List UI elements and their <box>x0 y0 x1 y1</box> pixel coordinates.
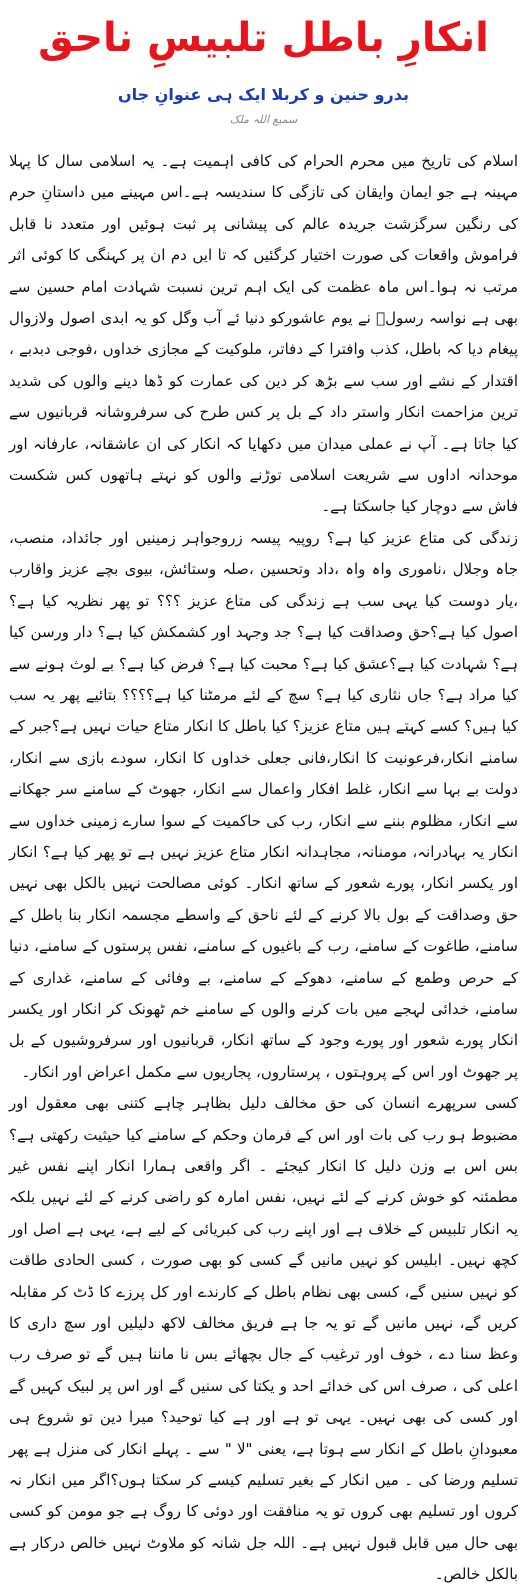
article-title: انکارِ باطل تلبیسِ ناحق <box>38 15 489 61</box>
article-body <box>9 146 518 1591</box>
paragraph-3: کسی سرپھرے انسان کی حق مخالف دلیل بظاہر چاہے کتنی بھی معقول اور مضبوط ہو رب کی بات اور اس کے فرمان وحکم کے سامنے کیا حیثیت رکھتی ہے؟ بس اس بے وزن دلیل کا انکار کیجئے ۔ اگر واقعی ہمارا انکار اپنے نفس غیر مطمئنہ کو خوش کرنے کے لئے نہیں، نفس امارہ کو راضی کرنے کے لئے نہیں بلکہ یہ انکار تلبیس کے خلاف ہے اور اپنے رب کی کبریائی کے لیے ہے، یہی ہے اصل اور کچھ نہیں۔ ابلیس کو نہیں مانیں گے کسی کو بھی صورت ، کسی الحادی طاقت کو نہیں سنیں گے، کسی بھی نظام باطل کے کارندے اور کل پرزے کا ڈٹ کر مقابلہ کریں گے، نہیں مانیں گے تو یہ جا ہے فریق مخالف لاکھ دلیلیں اور سچ داری کا وعظ سنا دے ، خوف اور ترغیب کے جال بچھائے بس نا ماننا ہیں گے تو صرف رب اعلی کی ، صرف اس کی خدائے احد و یکتا کی سنیں گے اور اس پر لبیک کہیں گے اور کسی کی بھی نہیں۔ یہی تو ہے اور ہے کیا توحید؟ میرا دین تو شروع ہی معبودانِ باطل کے انکار سے ہوتا ہے، یعنی "لا " سے ۔ پہلے انکار کی منزل ہے پھر تسلیم ورضا کی ۔ میں انکار کے بغیر تسلیم کیسے کر سکتا ہوں؟اگر میں انکار نہ کروں اور تسلیم بھی کروں تو یہ منافقت اور دوئی کا روگ ہے جو مومن کو کسی بھی حال میں قابل قبول نہیں ہے۔ اللہ جل شانہ کو ملاوٹ نہیں خالص درکار ہے بالکل خالص۔ <box>9 1094 518 1584</box>
paragraph-2: زندگی کی متاع عزیز کیا ہے؟ روپیہ پیسہ زروجواہر زمینیں اور جائداد، منصب، جاہ وجلال ،ناموری واہ واہ ،داد وتحسین ،صلہ وستائش، بیوی بچے عزیز واقارب ،یار دوست کیا یہی سب ہے زندگی کی متاع عزیز ؟؟؟ تو پھر نظریہ کیا ہے؟ اصول کیا ہے؟حق وصداقت کیا ہے؟ جد وجہد اور کشمکش کیا ہے؟ دار ورسن کیا ہے؟ شہادت کیا ہے؟عشق کیا ہے؟ محبت کیا ہے؟ فرض کیا ہے؟ بے لوث ہونے سے کیا مراد ہے؟ جاں نثاری کیا ہے؟ سچ کے لئے مرمٹنا کیا ہے؟؟؟؟ بتائیے پھر یہ سب کیا ہیں؟ کسے کہتے ہیں متاع عزیز؟ کیا باطل کا انکار متاع حیات نہیں ہے؟جبر کے سامنے انکار،فرعونیت کا انکار،فانی جعلی خداوں کا انکار، سودے بازی سے انکار، دولت بے بہا سے انکار، غلط افکار واعمال سے انکار، جھوٹ کے سامنے سر جھکانے سے انکار، مظلوم بننے سے انکار، رب کی حاکمیت کے سوا سارے زمینی خداوں سے انکار یہ بہادرانہ، مومنانہ، مجاہدانہ انکار متاع عزیز نہیں ہے تو پھر کیا ہے؟ انکار اور یکسر انکار، پورے شعور کے ساتھ انکار۔ کوئی مصالحت نہیں بالکل بھی نہیں حق وصداقت کے بول بالا کرنے کے لئے ناحق کے واسطے مجسمہ انکار بنا باطل کے سامنے، طاغوت کے سامنے، رب کے باغیوں کے سامنے، نفس پرستوں کے سامنے، دنیا کے حرص وطمع کے سامنے، دھوکے کے سامنے، بے وفائی کے سامنے، غداری کے سامنے، خدائی لہجے میں بات کرنے والوں کے سامنے خم ٹھونک کر انکار اور یکسر انکار پورے شعور اور پورے وجود کے ساتھ انکار، قربانیوں اور سرفروشیوں کے بل پر جھوٹ اور اس کے پروہتوں ، پرستاروں، پجاریوں سے مکمل اعراض اور انکار۔ <box>9 528 518 1081</box>
author-signature: سمیع اللہ ملک <box>229 113 298 126</box>
article-subtitle: بدرو حنین و کربلا ایک ہی عنوانِ جاں <box>117 85 409 104</box>
paragraph-1: اسلام کی تاریخ میں محرم الحرام کی کافی اہمیت ہے۔ یہ اسلامی سال کا پہلا مہینہ ہے جو ایمان وایقان کی تازگی کا سندیسہ ہے۔اس مہینے میں داستانِ حرم کی رنگین سرگزشت جریدہ عالم کی پیشانی پر ثبت ہوئیں اور متعدد نا قابل فراموش واقعات کی صورت اختیار کرگئیں کہ تا ایں دم ان پر کہنگی کا کوئی اثر مرتب نہ ہوا۔اس ماہ عظمت کی ایک اہم ترین نسبت شہادت امام حسین سے بھی ہے نواسہ رسولؐ نے یوم عاشورکو دنیا ئے آب وگل کو یہ ابدی اصول ولازوال پیغام دیا کہ باطل، کذب وافترا کے دفاتر، ملوکیت کے مجازی خداوں ،فوجی دبدبے ، اقتدار کے نشے اور سب سے بڑھ کر دین کی عمارت کو ڈھا دینے والوں کی شدید ترین مزاحمت انکار واستر داد کے بل پر کس طرح کی سرفروشانہ قربانیوں سے کیا جاتا ہے۔ آپ نے عملی میدان میں دکھایا کہ انکار کی ان عاشقانہ، عارفانہ اور موحدانہ اداوں سے شریعت اسلامی توڑنے والوں کو نہتے ہاتھوں کس شکست فاش سے دوچار کیا جاسکتا ہے۔ <box>9 152 518 516</box>
